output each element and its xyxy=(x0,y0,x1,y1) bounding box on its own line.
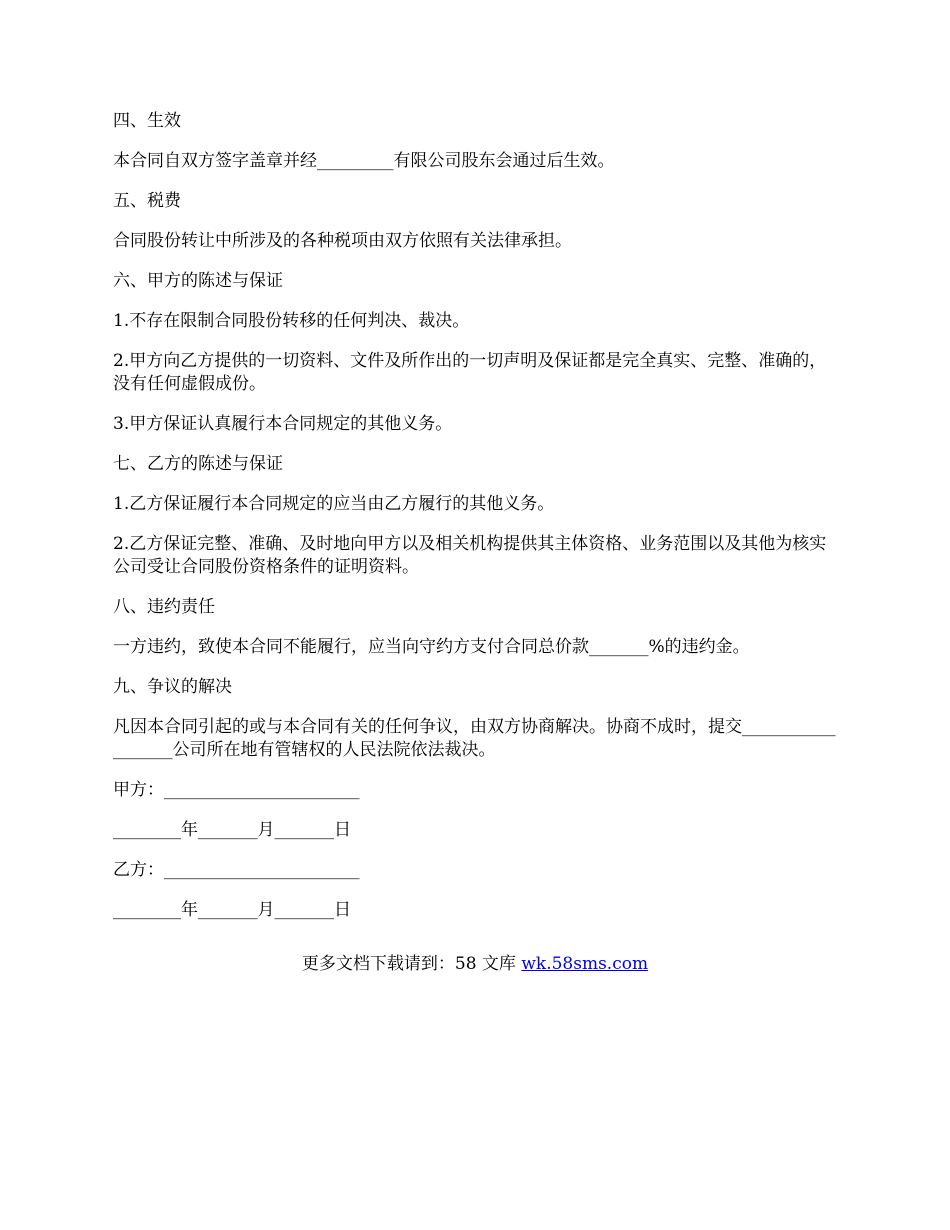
signature-party-b: 乙方：_______________________ xyxy=(113,860,360,880)
section-heading-effectiveness: 四、生效 xyxy=(113,111,181,131)
paragraph-party-a-item-2: 2.甲方向乙方提供的一切资料、文件及所作出的一切声明及保证都是完全真实、完整、准确的，没有任何虚假成份。 xyxy=(113,351,827,394)
section-heading-dispute: 九、争议的解决 xyxy=(113,677,232,697)
paragraph-effectiveness: 本合同自双方签字盖章并经_________有限公司股东会通过后生效。 xyxy=(113,151,615,171)
paragraph-party-a-item-1: 1.不存在限制合同股份转移的任何判决、裁决。 xyxy=(113,311,470,331)
paragraph-taxes: 合同股份转让中所涉及的各种税项由双方依照有关法律承担。 xyxy=(113,231,572,251)
section-heading-party-b-warranties: 七、乙方的陈述与保证 xyxy=(113,454,283,474)
signature-date-party-b: ________年_______月_______日 xyxy=(113,900,351,920)
paragraph-party-b-item-1: 1.乙方保证履行本合同规定的应当由乙方履行的其他义务。 xyxy=(113,494,555,514)
section-heading-taxes: 五、税费 xyxy=(113,191,181,211)
document-body xyxy=(113,110,843,939)
signature-date-party-a: ________年_______月_______日 xyxy=(113,820,351,840)
paragraph-dispute: 凡因本合同引起的或与本合同有关的任何争议，由双方协商解决。协商不成时，提交__________________公司所在地有管辖权的人民法院依法裁决。 xyxy=(113,717,836,760)
footer xyxy=(0,953,950,976)
paragraph-liability: 一方违约，致使本合同不能履行，应当向守约方支付合同总价款_______%的违约金。 xyxy=(113,637,750,657)
signature-party-a: 甲方：_______________________ xyxy=(113,780,360,800)
paragraph-party-a-item-3: 3.甲方保证认真履行本合同规定的其他义务。 xyxy=(113,414,453,434)
paragraph-party-b-item-2: 2.乙方保证完整、准确、及时地向甲方以及相关机构提供其主体资格、业务范围以及其他为核实公司受让合同股份资格条件的证明资料。 xyxy=(113,534,827,577)
footer-text: 更多文档下载请到：58 文库 xyxy=(301,954,522,974)
section-heading-party-a-warranties: 六、甲方的陈述与保证 xyxy=(113,271,283,291)
footer-link[interactable]: wk.58sms.com xyxy=(521,954,649,974)
section-heading-liability: 八、违约责任 xyxy=(113,597,215,617)
